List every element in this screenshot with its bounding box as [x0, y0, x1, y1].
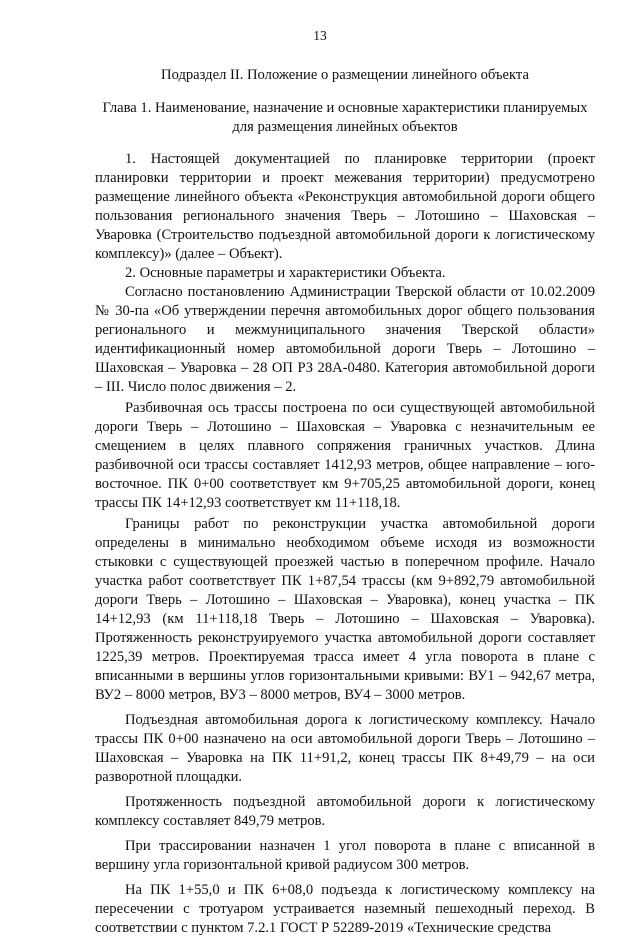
paragraph-1: 1. Настоящей документацией по планировке территории (проект планировки территории и проект межевания территории) предусмотрено размещение линейного объекта «Реконструкция автомобильной дороги общего пользования регионального значения Тверь – Лотошино – Шаховская – Уваровка (Строительство подъездной автомобильной дороги к логистическому комплексу)» (далее – Объект).	[95, 151, 595, 262]
paragraph-2: 2. Основные параметры и характеристики Объекта.	[125, 265, 446, 281]
section-title: Подраздел II. Положение о размещении линейного объекта	[161, 67, 529, 83]
page-number: 13	[313, 28, 327, 43]
paragraph-7: Протяженность подъездной автомобильной дороги к логистическому комплексу составляет 849,79 метров.	[95, 794, 595, 829]
paragraph-3: Согласно постановлению Администрации Тверской области от 10.02.2009 № 30-па «Об утверждении перечня автомобильных дорог общего пользования регионального и межмуниципального значения Тверской области» идентификационный номер автомобильной дороги Тверь – Лотошино – Шаховская – Уваровка – 28 ОП РЗ 28А-0480. Категория автомобильной дороги – III. Число полос движения – 2.	[95, 284, 595, 395]
paragraph-5: Границы работ по реконструкции участка автомобильной дороги определены в минимально необходимом объеме исходя из возможности стыковки с существующей проезжей частью в поперечном профиле. Начало участка работ соответствует ПК 1+87,54 трассы (км 9+892,79 автомобильной дороги Тверь – Лотошино – Шаховская – Уваровка), конец участка – ПК 14+12,93 (км 11+118,18 Тверь – Лотошино – Шаховская – Уваровка). Протяженность реконструируемого участка автомобильной дороги составляет 1225,39 метров. Проектируемая трасса имеет 4 угла поворота в плане с вписанными в вершины углов горизонтальными кривыми: ВУ1 – 942,67 метра, ВУ2 – 8000 метров, ВУ3 – 8000 метров, ВУ4 – 3000 метров.	[95, 516, 595, 703]
paragraph-9: На ПК 1+55,0 и ПК 6+08,0 подъезда к логистическому комплексу на пересечении с тротуаром устраивается наземный пешеходный переход. В соответствии с пунктом 7.2.1 ГОСТ Р 52289-2019 «Технические средства	[95, 882, 595, 936]
paragraph-8: При трассировании назначен 1 угол поворота в плане с вписанной в вершину угла горизонтальной кривой радиусом 300 метров.	[95, 838, 595, 873]
paragraph-4: Разбивочная ось трассы построена по оси существующей автомобильной дороги Тверь – Лотошино – Шаховская – Уваровка с незначительным ее смещением в целях плавного сопряжения граничных участков. Длина разбивочной оси трассы составляет 1412,93 метров, общее направление – юго-восточное. ПК 0+00 соответствует км 9+705,25 автомобильной дороги, конец трассы ПК 14+12,93 соответствует км 11+118,18.	[95, 400, 595, 511]
chapter-title: Глава 1. Наименование, назначение и основные характеристики планируемых для размещения линейных объектов	[102, 100, 588, 135]
paragraph-6: Подъездная автомобильная дорога к логистическому комплексу. Начало трассы ПК 0+00 назначено на оси автомобильной дороги Тверь – Лотошино – Шаховская – Уваровка на ПК 11+91,2, конец трассы ПК 8+49,79 – на оси разворотной площадки.	[95, 712, 595, 785]
body-text	[95, 150, 595, 938]
